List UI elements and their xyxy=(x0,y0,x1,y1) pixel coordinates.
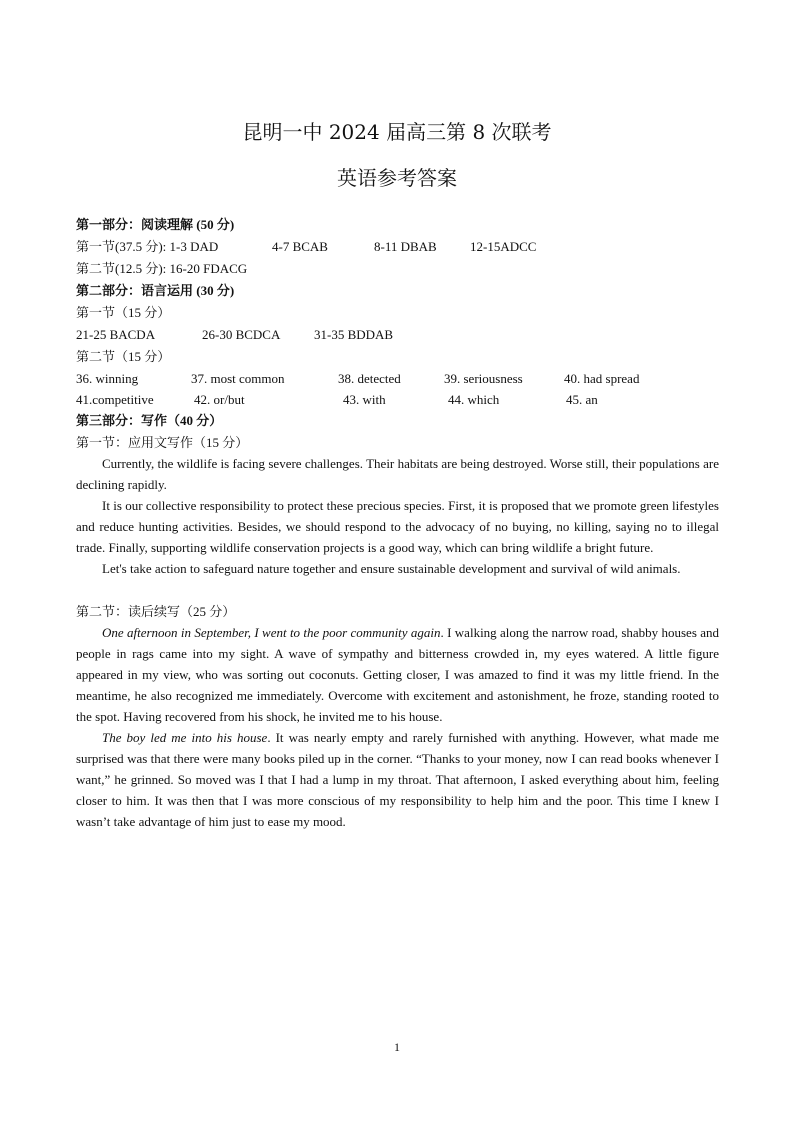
part2-sec1-label: 第一节（15 分） xyxy=(76,305,171,320)
part2-sec1-answers xyxy=(76,324,719,346)
essay2-paragraph-text: . It was nearly empty and rarely furnished with anything. However, what made me surprised was that there were many books piled up in the corner. “Thanks to your money, now I can read books whenever I want,” he grinned. So moved was I that I had a lump in my throat. That afternoon, I asked everything about him, feeling closer to him. It was then that I was more conscious of my responsibility to help him and the poor. This time I knew I wasn’t take advantage of him just to ease my mood. xyxy=(76,730,719,829)
part2-sec2-label: 第二节（15 分） xyxy=(76,349,171,364)
answer-group: 31-35 BDDAB xyxy=(314,327,394,342)
answer-item: 39. seriousness xyxy=(444,371,523,386)
essay1-paragraph: Let's take action to safeguard nature together and ensure sustainable development and survival of wild animals. xyxy=(102,561,681,576)
answer-item: 42. or/but xyxy=(194,392,245,407)
essay2-lead-sentence: One afternoon in September, I went to the poor community again xyxy=(102,625,441,640)
page-number: 1 xyxy=(394,1040,400,1054)
part3-heading: 第三部分：写作（40 分） xyxy=(76,413,223,428)
part1-sec1-label: 第一节(37.5 分): 1-3 DAD xyxy=(76,239,219,254)
essay2-paragraph-text: . I walking along the narrow road, shabby houses and people in rags came into my sight. A wave of sympathy and bitterness crowded in, my eyes watered. A little figure appeared in my view, who was sorting out coconuts. Getting closer, I was amazed to find it was my little friend. In the meantime, he also recognized me immediately. Overcome with excitement and astonishment, he froze, standing rooted to the spot. Having recovered from his shock, he invited me to his house. xyxy=(76,625,719,724)
essay2-paragraph xyxy=(76,622,719,727)
answer-group: 8-11 DBAB xyxy=(374,239,437,254)
answer-item: 40. had spread xyxy=(564,371,640,386)
part1-heading: 第一部分：阅读理解 (50 分) xyxy=(76,217,235,232)
answer-item: 36. winning xyxy=(76,371,139,386)
answer-group: 26-30 BCDCA xyxy=(202,327,281,342)
answer-group: 21-25 BACDA xyxy=(76,327,156,342)
page-title: 昆明一中 2024 届高三第 8 次联考 xyxy=(242,120,552,144)
part2-heading: 第二部分：语言运用 (30 分) xyxy=(76,283,235,298)
answer-item: 41.competitive xyxy=(76,392,154,407)
part1-sec1-answers xyxy=(76,236,719,258)
essay2-lead-sentence: The boy led me into his house xyxy=(102,730,268,745)
essay1-paragraph: Currently, the wildlife is facing severe challenges. Their habitats are being destroyed. Worse still, their populations are declining rapidly. xyxy=(76,456,719,492)
answer-item: 37. most common xyxy=(191,371,285,386)
part2-sec2-row1 xyxy=(76,368,719,390)
essay1-paragraph: It is our collective responsibility to protect these precious species. First, it is proposed that we promote green lifestyles and reduce hunting activities. Besides, we should respond to the advocacy of no buying, no killing, saying no to illegal trade. Finally, supporting wildlife conservation projects is a good way, which can bring wildlife a bright future. xyxy=(76,498,719,555)
page-subtitle: 英语参考答案 xyxy=(337,166,457,190)
answer-group: 12-15ADCC xyxy=(470,239,537,254)
answer-content xyxy=(76,214,719,832)
answer-item: 43. with xyxy=(343,392,386,407)
part3-sec1-label: 第一节：应用文写作（15 分） xyxy=(76,435,249,450)
part3-sec2-label: 第二节：读后续写（25 分） xyxy=(76,604,236,619)
part1-sec2-answers: 第二节(12.5 分): 16-20 FDACG xyxy=(76,261,248,276)
answer-item: 38. detected xyxy=(338,371,401,386)
essay2-paragraph xyxy=(76,727,719,832)
answer-item: 45. an xyxy=(566,392,598,407)
answer-item: 44. which xyxy=(448,392,500,407)
answer-group: 4-7 BCAB xyxy=(272,239,328,254)
part2-sec2-row2 xyxy=(76,390,719,410)
section-gap xyxy=(76,579,719,601)
